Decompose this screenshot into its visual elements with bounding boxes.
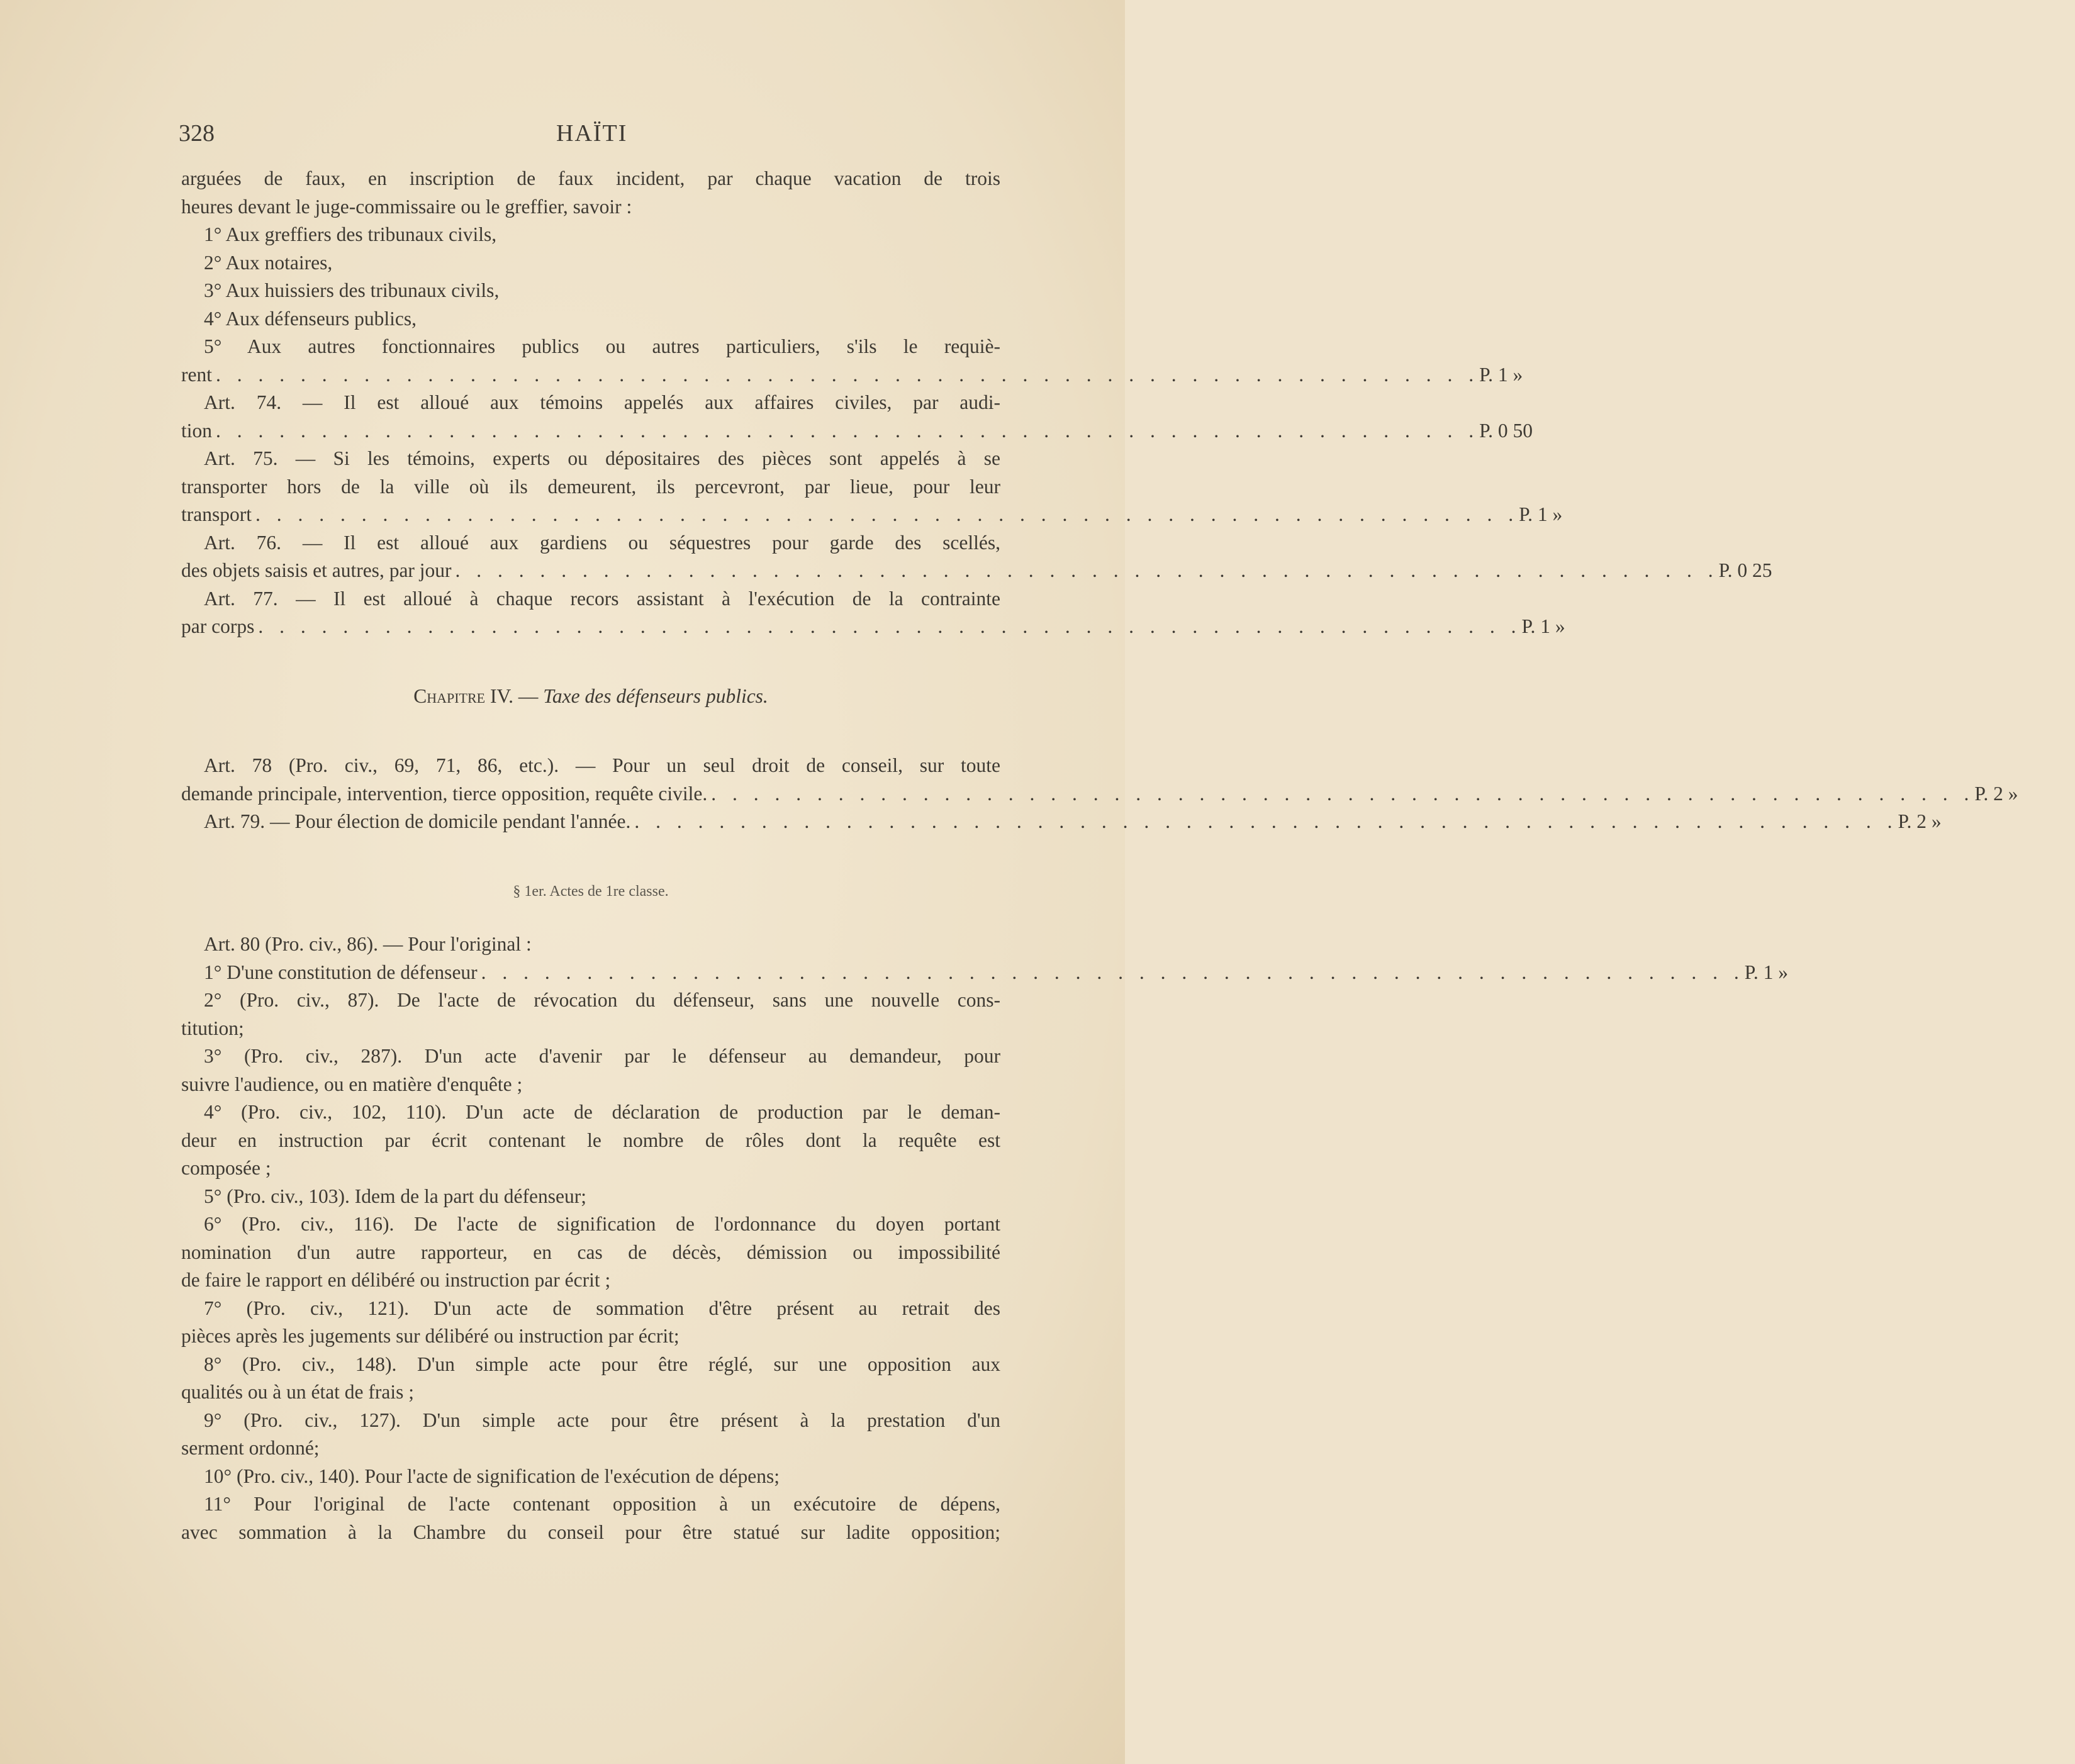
list-item: 5° Aux autres fonctionnaires publics ou autres particuliers, s'ils le requiè- xyxy=(204,335,1000,357)
list-item: 2° Aux notaires, xyxy=(204,251,333,274)
dot-leader: . . . . . . . . . . . . . . . . . . . . . . . . . . . . . . . . . . . . . . . . . . . . . . . . . . . . . . . . . . . . xyxy=(255,503,1519,525)
text-line: serment ordonné; xyxy=(181,1437,320,1459)
list-item: 11° Pour l'original de l'acte contenant opposition à un exécutoire de dépens, xyxy=(204,1493,1000,1515)
running-title: HAÏTI xyxy=(556,120,628,147)
list-item: 8° (Pro. civ., 148). D'un simple acte pour être réglé, sur une opposition aux xyxy=(204,1353,1000,1375)
dot-leader: . . . . . . . . . . . . . . . . . . . . . . . . . . . . . . . . . . . . . . . . . . . . . . . . . . . . . . . . . . . . xyxy=(258,615,1522,637)
price: P. 1 » xyxy=(1744,961,1788,983)
list-item: 10° (Pro. civ., 140). Pour l'acte de signification de l'exécution de dépens; xyxy=(204,1465,780,1487)
price: P. 0 25 xyxy=(1718,559,1772,581)
leader-line xyxy=(181,780,2018,808)
text-line: transporter hors de la ville où ils demeurent, ils percevront, par lieue, pour leur xyxy=(181,475,1000,498)
list-item: 7° (Pro. civ., 121). D'un acte de sommation d'être présent au retrait des xyxy=(204,1297,1000,1319)
list-item: 1° Aux greffiers des tribunaux civils, xyxy=(204,223,497,245)
leader-text: des objets saisis et autres, par jour xyxy=(181,559,452,581)
list-item: 4° Aux défenseurs publics, xyxy=(204,307,417,330)
price: P. 1 » xyxy=(1479,363,1523,386)
price: P. 0 50 xyxy=(1479,419,1533,442)
leader-text: demande principale, intervention, tierce opposition, requête civile. xyxy=(181,782,708,805)
text-line: suivre l'audience, ou en matière d'enquête ; xyxy=(181,1073,523,1095)
dot-leader: . . . . . . . . . . . . . . . . . . . . . . . . . . . . . . . . . . . . . . . . . . . . . . . . . . . . . . . . . . . . xyxy=(711,782,1975,805)
leader-line xyxy=(181,501,1563,529)
text-line: composée ; xyxy=(181,1157,271,1179)
list-item: 3° Aux huissiers des tribunaux civils, xyxy=(204,279,500,301)
leader-line xyxy=(181,959,1788,987)
text-line: qualités ou à un état de frais ; xyxy=(181,1381,415,1403)
leader-line xyxy=(181,613,1565,641)
leader-line xyxy=(181,417,1533,445)
chapter-label: Chapitre IV. xyxy=(413,684,514,707)
dot-leader: . . . . . . . . . . . . . . . . . . . . . . . . . . . . . . . . . . . . . . . . . . . . . . . . . . . . . . . . . . . . xyxy=(216,419,1480,442)
page-body xyxy=(181,165,2018,1546)
list-item: 9° (Pro. civ., 127). D'un simple acte pour être présent à la prestation d'un xyxy=(204,1409,1000,1431)
article-74: Art. 74. — Il est alloué aux témoins appelés aux affaires civiles, par audi- xyxy=(204,391,1000,413)
chapter-heading xyxy=(181,683,1000,711)
text-line: avec sommation à la Chambre du conseil pour être statué sur ladite opposition; xyxy=(181,1521,1000,1543)
leader-text: 1° D'une constitution de défenseur xyxy=(204,961,478,983)
dot-leader: . . . . . . . . . . . . . . . . . . . . . . . . . . . . . . . . . . . . . . . . . . . . . . . . . . . . . . . . . . . . xyxy=(455,559,1719,581)
price: P. 1 » xyxy=(1519,503,1563,525)
text-line: pièces après les jugements sur délibéré ou instruction par écrit; xyxy=(181,1325,680,1347)
price: P. 2 » xyxy=(1898,810,1942,832)
leader-line xyxy=(181,361,1523,389)
leader-text: transport xyxy=(181,503,252,525)
leader-text: tion xyxy=(181,419,213,442)
section-heading: § 1er. Actes de 1re classe. xyxy=(513,883,669,900)
spacer xyxy=(181,710,1000,752)
article-77: Art. 77. — Il est alloué à chaque recors assistant à l'exécution de la contrainte xyxy=(204,587,1000,610)
text-line: deur en instruction par écrit contenant le nombre de rôles dont la requête est xyxy=(181,1129,1000,1151)
article-78: Art. 78 (Pro. civ., 69, 71, 86, etc.). — Pour un seul droit de conseil, sur toute xyxy=(204,754,1000,776)
leader-text: Art. 79. — Pour élection de domicile pendant l'année. xyxy=(204,810,631,832)
article-76: Art. 76. — Il est alloué aux gardiens ou séquestres pour garde des scellés, xyxy=(204,531,1000,554)
list-item: 3° (Pro. civ., 287). D'un acte d'avenir par le défenseur au demandeur, pour xyxy=(204,1045,1000,1067)
list-item: 5° (Pro. civ., 103). Idem de la part du défenseur; xyxy=(204,1185,586,1207)
dot-leader: . . . . . . . . . . . . . . . . . . . . . . . . . . . . . . . . . . . . . . . . . . . . . . . . . . . . . . . . . . . . xyxy=(215,363,1480,386)
text-line: titution; xyxy=(181,1017,244,1039)
list-item: 6° (Pro. civ., 116). De l'acte de signification de l'ordonnance du doyen portant xyxy=(204,1213,1000,1235)
dot-leader: . . . . . . . . . . . . . . . . . . . . . . . . . . . . . . . . . . . . . . . . . . . . . . . . . . . . . . . . . . . . xyxy=(634,810,1898,832)
leader-text: rent xyxy=(181,363,212,386)
price: P. 1 » xyxy=(1521,615,1565,637)
article-75: Art. 75. — Si les témoins, experts ou dépositaires des pièces sont appelés à se xyxy=(204,447,1000,469)
text-line: nomination d'un autre rapporteur, en cas de décès, démission ou impossibilité xyxy=(181,1241,1000,1263)
leader-text: par corps xyxy=(181,615,255,637)
text-line: heures devant le juge-commissaire ou le greffier, savoir : xyxy=(181,195,632,218)
spacer xyxy=(181,836,1000,878)
chapter-title: Taxe des défenseurs publics. xyxy=(543,684,768,707)
dot-leader: . . . . . . . . . . . . . . . . . . . . . . . . . . . . . . . . . . . . . . . . . . . . . . . . . . . . . . . . . . . . xyxy=(481,961,1745,983)
price: P. 2 » xyxy=(1974,782,2018,805)
leader-line xyxy=(181,808,1942,836)
spacer xyxy=(181,641,1000,683)
page-number: 328 xyxy=(179,120,215,147)
list-item: 2° (Pro. civ., 87). De l'acte de révocation du défenseur, sans une nouvelle cons- xyxy=(204,989,1000,1011)
chapter-dash: — xyxy=(518,684,539,707)
leader-line xyxy=(181,557,1772,585)
text-line: arguées de faux, en inscription de faux incident, par chaque vacation de trois xyxy=(181,167,1000,189)
article-80: Art. 80 (Pro. civ., 86). — Pour l'original : xyxy=(204,933,532,955)
list-item: 4° (Pro. civ., 102, 110). D'un acte de déclaration de production par le deman- xyxy=(204,1101,1000,1123)
spacer xyxy=(181,905,1000,930)
text-line: de faire le rapport en délibéré ou instruction par écrit ; xyxy=(181,1269,611,1291)
